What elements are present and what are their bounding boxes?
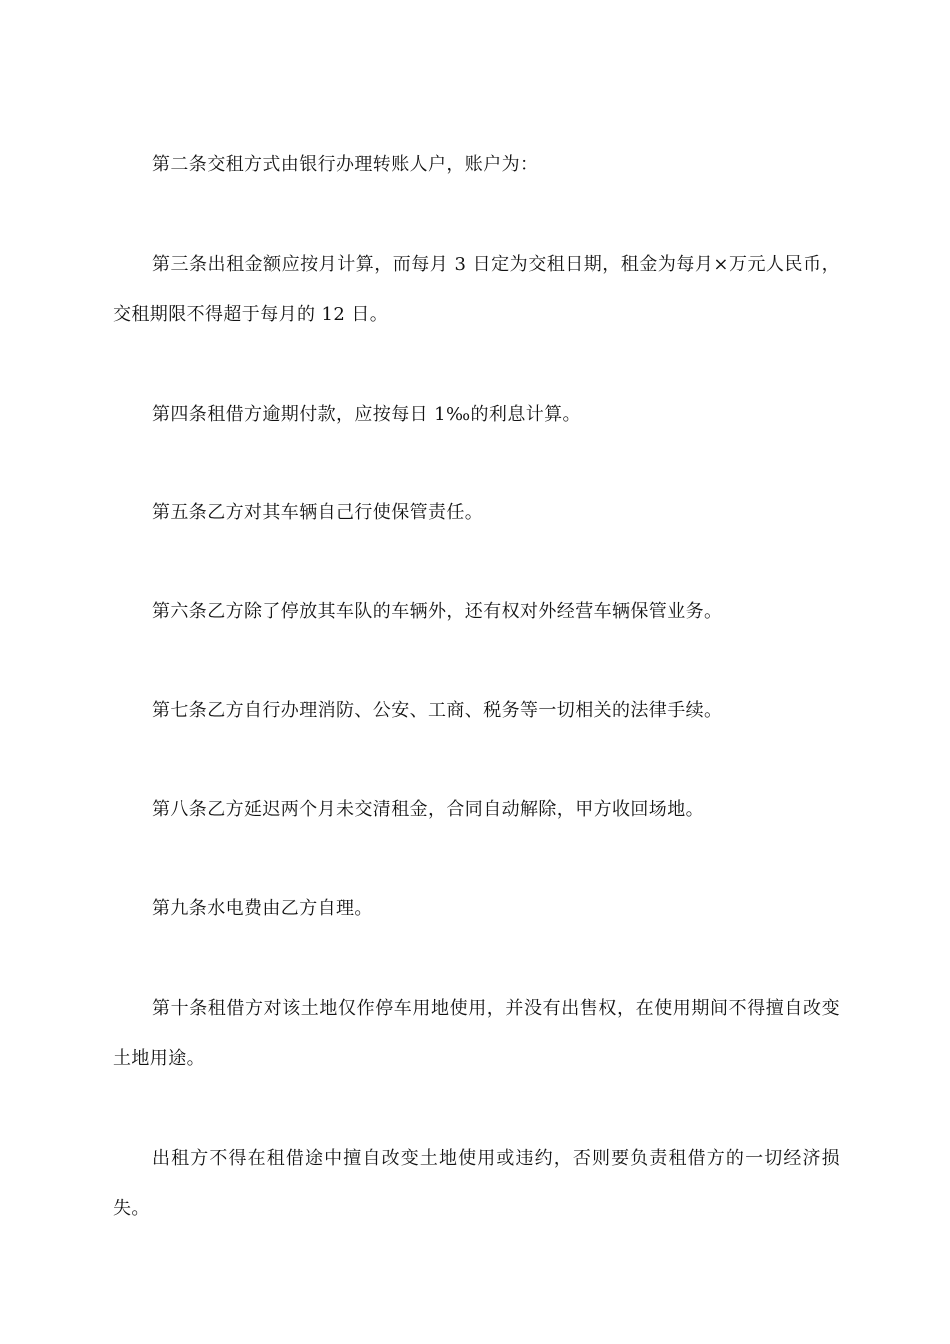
clause-4-paragraph: 第四条租借方逾期付款，应按每日 1‰的利息计算。 xyxy=(152,404,581,425)
lessor-obligation-paragraph: 出租方不得在租借途中擅自改变土地使用或违约，否则要负责租借方的一切经济损失。 xyxy=(113,1148,840,1219)
clause-5-paragraph: 第五条乙方对其车辆自己行使保管责任。 xyxy=(152,502,484,523)
clause-3-paragraph: 第三条出租金额应按月计算，而每月 3 日定为交租日期，租金为每月×万元人民币，交租期限不得超于每月的 12 日。 xyxy=(113,254,840,325)
clause-7-paragraph: 第七条乙方自行办理消防、公安、工商、税务等一切相关的法律手续。 xyxy=(152,700,723,721)
clause-8-paragraph: 第八条乙方延迟两个月未交清租金，合同自动解除，甲方收回场地。 xyxy=(152,799,704,820)
clause-9-paragraph: 第九条水电费由乙方自理。 xyxy=(152,898,373,919)
clause-10-paragraph: 第十条租借方对该土地仅作停车用地使用，并没有出售权，在使用期间不得擅自改变土地用途。 xyxy=(113,998,840,1069)
clause-2-paragraph: 第二条交租方式由银行办理转账人户，账户为： xyxy=(152,154,539,175)
clause-6-paragraph: 第六条乙方除了停放其车队的车辆外，还有权对外经营车辆保管业务。 xyxy=(152,601,723,622)
